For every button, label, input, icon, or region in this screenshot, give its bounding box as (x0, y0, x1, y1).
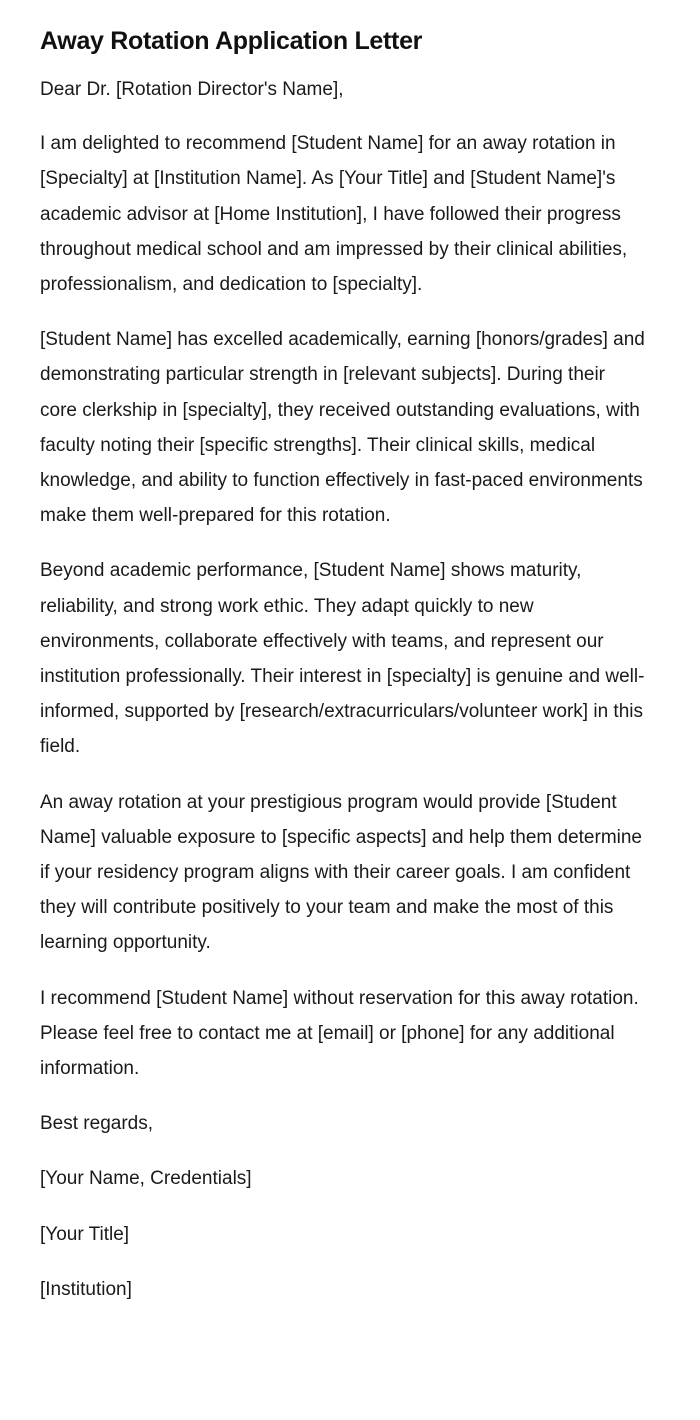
body-paragraph-4: An away rotation at your prestigious program would provide [Student Name] valuable exposure to [specific aspects] and help them determine if your residency program aligns with their career goals. I am confident they will contribute positively to your team and make the most of this learning opportunity. (40, 791, 642, 954)
body-paragraph-2: [Student Name] has excelled academically, earning [honors/grades] and demonstrating particular strength in [relevant subjects]. During their core clerkship in [specialty], they received outstanding evaluations, with faculty noting their [specific strengths]. Their clinical skills, medical knowledge, and ability to function effectively in fast-paced environments make them well-prepared for this rotation. (40, 329, 645, 527)
body-paragraph-5: I recommend [Student Name] without reservation for this away rotation. Please feel free to contact me at [email] or [phone] for any additional information. (40, 987, 639, 1080)
document-title: Away Rotation Application Letter (40, 27, 423, 55)
closing: Best regards, (40, 1113, 153, 1135)
signature-name: [Your Name, Credentials] (40, 1168, 252, 1190)
body-paragraph-3: Beyond academic performance, [Student Name] shows maturity, reliability, and strong work ethic. They adapt quickly to new environments, collaborate effectively with teams, and represent our institution professionally. Their interest in [specialty] is genuine and well-informed, supported by [research/extracurriculars/volunteer work] in this field. (40, 560, 645, 758)
signature-title: [Your Title] (40, 1223, 130, 1245)
salutation: Dear Dr. [Rotation Director's Name], (40, 79, 344, 100)
body-paragraph-1: I am delighted to recommend [Student Name] for an away rotation in [Specialty] at [Institution Name]. As [Your Title] and [Student Name]'s academic advisor at [Home Institution], I have followed their progress throughout medical school and am impressed by their clinical abilities, professionalism, and dedication to [specialty]. (40, 133, 628, 296)
signature-institution: [Institution] (40, 1278, 132, 1300)
letter-document (40, 22, 646, 1327)
